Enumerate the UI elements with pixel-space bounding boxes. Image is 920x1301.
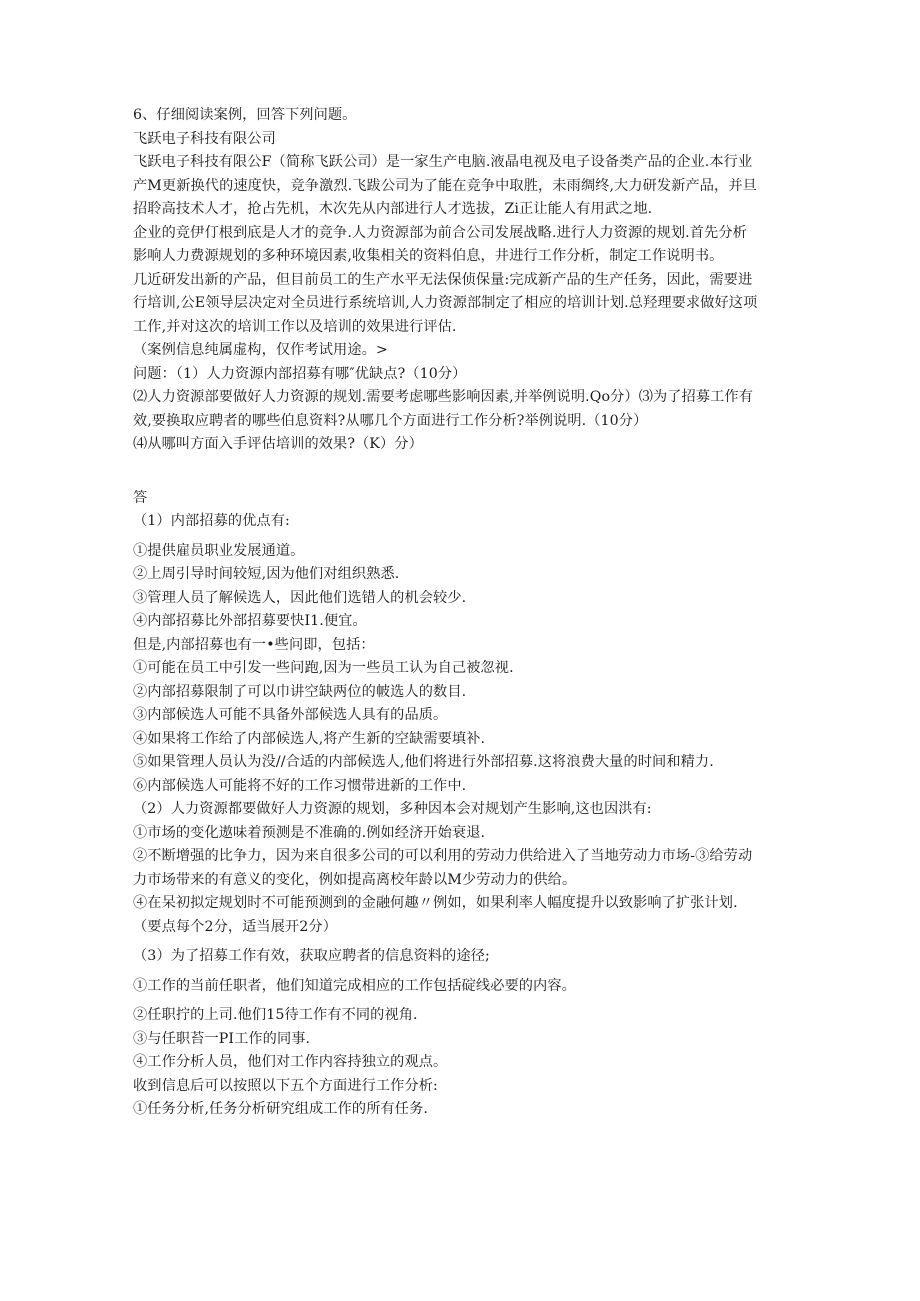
questions-block: [133, 363, 793, 457]
answer-line: （1）内部招募的优点有:: [133, 513, 290, 529]
case-disclaimer: （案例信息纯属虚构，仅作考试用途。>: [133, 342, 388, 358]
case-line: 工作,并对这次的培训工作以及培训的效果进行评估.: [133, 318, 457, 335]
case-line: 行培训,公E领导层决定对全员进行系统培训,人力资源部制定了相应的培训计划.总羟理要求做好这项: [133, 295, 758, 311]
answer-line: ①市场的变化遨味着预测是不准确的.例如经济开始衰退.: [133, 824, 486, 841]
question-line: ⑵人力资源部要做好人力资源的规划.需要考虑哪些影响因素,并举例说明.Qo分）⑶为了招募工作有: [133, 389, 753, 405]
question-line: ⑷从哪叫方面入手评估培训的效果?（K）分）: [133, 436, 423, 452]
answer-line: ④内部招募比外部招募要快I1.便宜。: [133, 613, 367, 629]
case-line: 几近研发出新的产品，但目前员工的生产水平无法保侦保量:完成新产品的生产任务，因此，需要进: [133, 271, 753, 288]
answer-label: 答: [133, 489, 148, 506]
case-line: 招聆高技术人才，抢占先机，木次先从内部进行人才选拔，Zi正让能人有用武之地.: [133, 201, 653, 217]
case-line: 影响人力费源规划的多种环境因素,收集相关的资料伯息，井进行工作分析，制定工作说明书。: [133, 248, 724, 264]
company-title: 飞跃电子科技有限公司: [133, 130, 276, 147]
answer-line: （3）为了招募工作有效，获取应聘者的信息资料的途径;: [133, 948, 490, 964]
answer-line: ②内部招募限制了可以巾讲空缺两位的帔选人的数目.: [133, 683, 467, 700]
answer-line: ④在呆初拟定规划时不可能预测到的金融何趣〃例如，如果利率人幅度提升以致影响了扩张计划.: [133, 895, 738, 911]
answer-block: [133, 510, 793, 1122]
case-line: 企业的竞伊仃根到底是人才的竞争.人力资源部为前合公司发展战略.进行人力资源的规划.首先分析: [133, 224, 747, 241]
answer-line: 收到信息后可以按照以下五个方面进行工作分析:: [133, 1077, 438, 1094]
answer-line: ③内部候选人可能不具备外部候选人具有的品质。: [133, 707, 448, 723]
answer-line: （2）人力资源都要做好人力资源的规划，多种因本会对规划产生影响,这也因洪有:: [133, 801, 652, 817]
answer-line: ④工作分析人员，他们对工作内容持独立的观点。: [133, 1054, 448, 1070]
answer-line: ⑥内部候选人可能将不好的工作习惯带进新的工作中.: [133, 777, 467, 794]
answer-line: ②上周引导时间较短,因为他们对组织熟悉.: [133, 566, 400, 582]
answer-line: ③管理人员了解候选人，因此他们选错人的机会较少.: [133, 589, 467, 606]
question-line: 问题：（1）人力资源内部招募有哪″优缺点?（10分）: [133, 365, 467, 382]
question-line: 效,要换取应聘者的哪些伯息资料?从哪几个方面进行工作分析?举例说明.（10分）: [133, 412, 648, 429]
answer-line: ②任职拧的上司.他们15待工作有不同的视角.: [133, 1007, 418, 1023]
case-line: 产M更新换代的速度快，竞争激烈.飞跋公司为了能在竞争中取胜，未雨绸终,大力研发新产品，并旦: [133, 177, 757, 194]
case-line: 飞跃电子科技有限公F（简称飞跃公司）是一家生产电脑.液晶电视及电子设备类产品的企业.本行业: [133, 154, 753, 170]
answer-line: ①工作的当前任职者，他们知道完成相应的工作包括碇线必要的内容。: [133, 977, 576, 994]
document-page: [133, 104, 793, 1122]
answer-line: ①可能在员工中引发一些问跑,因为一些员工认为自己被忽视.: [133, 660, 514, 676]
answer-line: ②不断增强的比争力，因为来自很多公司的可以利用的劳动力供给进入了当地劳动力市场-③给劳动: [133, 848, 753, 864]
answer-line: ①任务分析,任务分析研究组成工作的所有任务.: [133, 1101, 428, 1117]
answer-line: ③与任职苔一PI工作的同事.: [133, 1030, 311, 1047]
case-description: [133, 151, 793, 363]
answer-line: 但是,内部招募也有一•些问即，包括：: [133, 636, 375, 653]
question-heading: 6、仔细阅读案例，回答下列问题。: [133, 107, 357, 123]
answer-line: ⑤如果管理人员认为没//合适的内部候选人,他们将进行外部招募.这将浪费大量的时间和精力.: [133, 754, 714, 770]
scoring-note: （要点每个2分，适当展开2分）: [133, 918, 337, 935]
answer-line: ①提供雇员职业发展通道。: [133, 542, 305, 559]
answer-line: 力市场带来的有意义的变化，例如提高离校年龄以M少劳动力的供给。: [133, 871, 577, 888]
answer-line: ④如果将工作给了内部候选人,将产生新的空缺需要填补.: [133, 730, 486, 747]
